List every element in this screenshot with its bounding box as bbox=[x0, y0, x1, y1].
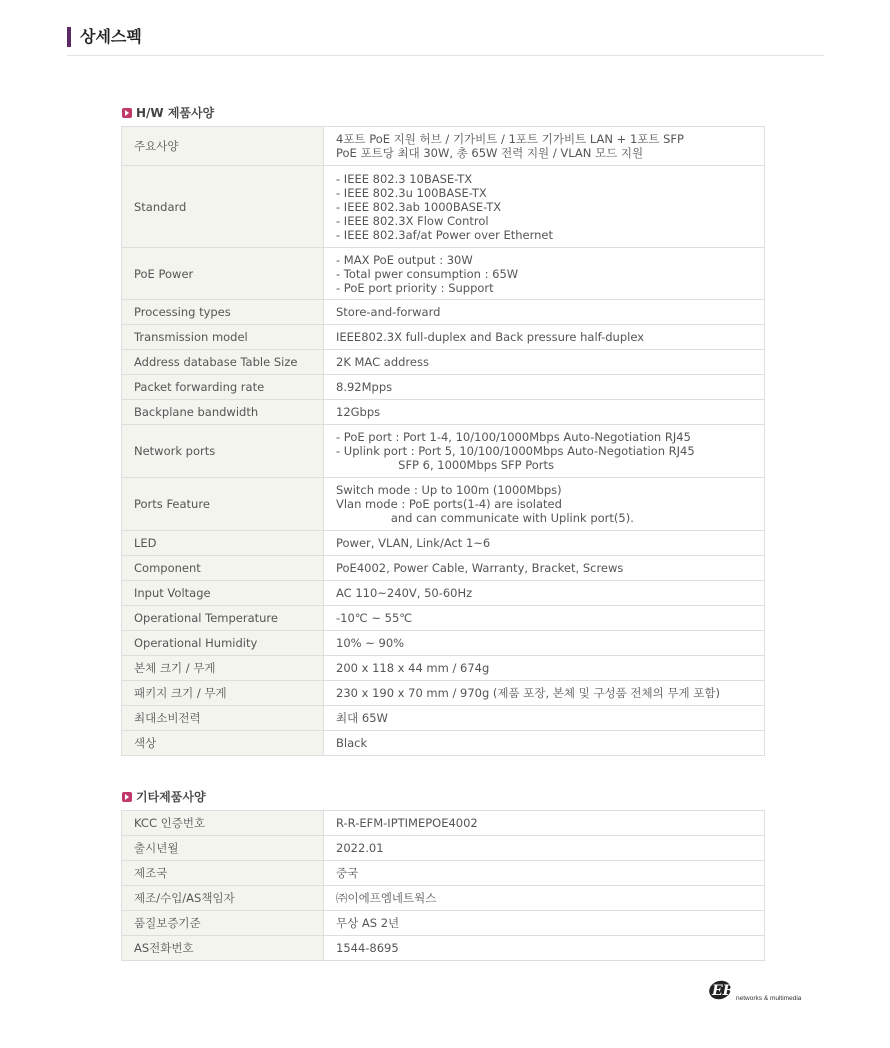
hw-spec-value bbox=[324, 531, 765, 556]
hw-spec-value-line: Switch mode : Up to 100m (1000Mbps) bbox=[336, 483, 562, 497]
etc-spec-heading-text: 기타제품사양 bbox=[136, 790, 206, 804]
etc-spec-row bbox=[122, 886, 765, 911]
hw-spec-label: Operational Humidity bbox=[122, 631, 324, 656]
hw-spec-value-line: Store-and-forward bbox=[336, 305, 441, 319]
hw-spec-row bbox=[122, 631, 765, 656]
page-title: 상세스펙 bbox=[67, 27, 142, 47]
hw-spec-value-line: IEEE802.3X full-duplex and Back pressure half-duplex bbox=[336, 330, 644, 344]
hw-spec-value-line: 8.92Mpps bbox=[336, 380, 393, 394]
hw-spec-value bbox=[324, 425, 765, 478]
hw-spec-table bbox=[121, 126, 765, 756]
hw-spec-row bbox=[122, 400, 765, 425]
title-divider bbox=[67, 55, 824, 56]
hw-spec-label: Processing types bbox=[122, 300, 324, 325]
etc-spec-label: 제조/수입/AS책임자 bbox=[122, 886, 324, 911]
hw-spec-value bbox=[324, 350, 765, 375]
etc-spec-value-line: R-R-EFM-IPTIMEPOE4002 bbox=[336, 816, 478, 830]
hw-spec-value-line: -10℃ ~ 55℃ bbox=[336, 611, 413, 625]
etc-spec-value-line: 무상 AS 2년 bbox=[336, 916, 400, 930]
hw-spec-row bbox=[122, 127, 765, 166]
hw-spec-value-line: - IEEE 802.3af/at Power over Ethernet bbox=[336, 227, 554, 242]
etc-spec-value-line: 중국 bbox=[336, 866, 359, 880]
hw-spec-label: 본체 크기 / 무게 bbox=[122, 656, 324, 681]
etc-spec-label: AS전화번호 bbox=[122, 936, 324, 961]
hw-spec-value-line: PoE4002, Power Cable, Warranty, Bracket, Screws bbox=[336, 561, 624, 575]
hw-spec-value-line: - Total pwer consumption : 65W bbox=[336, 266, 519, 281]
etc-spec-row bbox=[122, 936, 765, 961]
etc-spec-label: KCC 인증번호 bbox=[122, 811, 324, 836]
hw-spec-value bbox=[324, 300, 765, 325]
hw-spec-value-line: - IEEE 802.3ab 1000BASE-TX bbox=[336, 199, 502, 214]
hw-spec-row bbox=[122, 656, 765, 681]
hw-spec-label: Component bbox=[122, 556, 324, 581]
hw-spec-value-line: 200 x 118 x 44 mm / 674g bbox=[336, 661, 490, 675]
hw-spec-row bbox=[122, 531, 765, 556]
hw-spec-value-line: - IEEE 802.3 10BASE-TX bbox=[336, 171, 473, 186]
hw-spec-value-line: - MAX PoE output : 30W bbox=[336, 252, 473, 267]
hw-spec-row bbox=[122, 478, 765, 531]
hw-spec-value-line: PoE 포트당 최대 30W, 총 65W 전력 지원 / VLAN 모드 지원 bbox=[336, 146, 644, 160]
etc-spec-heading bbox=[122, 790, 206, 804]
hw-spec-value-line: 12Gbps bbox=[336, 405, 381, 419]
hw-spec-row bbox=[122, 606, 765, 631]
hw-spec-label: Backplane bandwidth bbox=[122, 400, 324, 425]
hw-spec-row bbox=[122, 375, 765, 400]
etc-spec-value bbox=[324, 811, 765, 836]
hw-spec-label: Transmission model bbox=[122, 325, 324, 350]
hw-spec-value-line: - IEEE 802.3u 100BASE-TX bbox=[336, 185, 487, 200]
bullet-play-icon bbox=[122, 108, 132, 118]
hw-spec-value-line: and can communicate with Uplink port(5). bbox=[336, 511, 634, 525]
hw-spec-row bbox=[122, 350, 765, 375]
hw-spec-label: 색상 bbox=[122, 731, 324, 756]
hw-spec-value-line: 230 x 190 x 70 mm / 970g (제품 포장, 본체 및 구성품 전체의 무게 포함) bbox=[336, 686, 720, 700]
hw-spec-label: Standard bbox=[122, 166, 324, 248]
etc-spec-label: 품질보증기준 bbox=[122, 911, 324, 936]
hw-spec-row bbox=[122, 166, 765, 248]
logo-text: EFM bbox=[712, 983, 749, 999]
hw-spec-value-line: - PoE port : Port 1-4, 10/100/1000Mbps Auto-Negotiation RJ45 bbox=[336, 430, 691, 444]
hw-spec-value bbox=[324, 606, 765, 631]
hw-spec-label: Input Voltage bbox=[122, 581, 324, 606]
etc-spec-value bbox=[324, 836, 765, 861]
etc-spec-row bbox=[122, 861, 765, 886]
hw-spec-value bbox=[324, 248, 765, 300]
hw-spec-label: Address database Table Size bbox=[122, 350, 324, 375]
hw-spec-row bbox=[122, 706, 765, 731]
hw-spec-label: 주요사양 bbox=[122, 127, 324, 166]
hw-spec-row bbox=[122, 248, 765, 300]
hw-spec-value-line: Black bbox=[336, 736, 368, 750]
hw-spec-row bbox=[122, 425, 765, 478]
hw-spec-value bbox=[324, 681, 765, 706]
hw-spec-value-line: - Uplink port : Port 5, 10/100/1000Mbps Auto-Negotiation RJ45 bbox=[336, 444, 695, 458]
etc-spec-table bbox=[121, 810, 765, 961]
hw-spec-value bbox=[324, 375, 765, 400]
hw-spec-value-line: 2K MAC address bbox=[336, 355, 429, 369]
hw-spec-heading-text: H/W 제품사양 bbox=[136, 106, 215, 120]
etc-spec-row bbox=[122, 911, 765, 936]
etc-spec-value bbox=[324, 936, 765, 961]
hw-spec-value bbox=[324, 631, 765, 656]
hw-spec-value-line: SFP 6, 1000Mbps SFP Ports bbox=[336, 458, 555, 472]
etc-spec-value bbox=[324, 861, 765, 886]
etc-spec-value-line: 1544-8695 bbox=[336, 941, 399, 955]
hw-spec-value bbox=[324, 478, 765, 531]
etc-spec-value bbox=[324, 911, 765, 936]
hw-spec-row bbox=[122, 556, 765, 581]
hw-spec-value bbox=[324, 706, 765, 731]
etc-spec-value bbox=[324, 886, 765, 911]
hw-spec-row bbox=[122, 300, 765, 325]
efm-logo bbox=[708, 976, 818, 1004]
hw-spec-value bbox=[324, 127, 765, 166]
hw-spec-value bbox=[324, 325, 765, 350]
hw-spec-label: Packet forwarding rate bbox=[122, 375, 324, 400]
hw-spec-row bbox=[122, 325, 765, 350]
hw-spec-label: Operational Temperature bbox=[122, 606, 324, 631]
hw-spec-value-line: 4포트 PoE 지원 허브 / 기가비트 / 1포트 기가비트 LAN + 1포트 SFP bbox=[336, 132, 684, 146]
hw-spec-row bbox=[122, 731, 765, 756]
hw-spec-value bbox=[324, 656, 765, 681]
hw-spec-value-line: 10% ~ 90% bbox=[336, 636, 405, 650]
hw-spec-row bbox=[122, 581, 765, 606]
hw-spec-value bbox=[324, 556, 765, 581]
hw-spec-value bbox=[324, 731, 765, 756]
hw-spec-value-line: AC 110~240V, 50-60Hz bbox=[336, 586, 473, 600]
etc-spec-row bbox=[122, 811, 765, 836]
hw-spec-label: PoE Power bbox=[122, 248, 324, 300]
hw-spec-value bbox=[324, 581, 765, 606]
hw-spec-value-line: Vlan mode : PoE ports(1-4) are isolated bbox=[336, 497, 562, 511]
logo-tagline: networks & multimedia bbox=[736, 995, 802, 1002]
hw-spec-value-line: 최대 65W bbox=[336, 711, 388, 725]
etc-spec-label: 출시년월 bbox=[122, 836, 324, 861]
hw-spec-label: 최대소비전력 bbox=[122, 706, 324, 731]
hw-spec-value-line: - IEEE 802.3X Flow Control bbox=[336, 213, 489, 228]
hw-spec-value bbox=[324, 166, 765, 248]
hw-spec-label: Ports Feature bbox=[122, 478, 324, 531]
hw-spec-value bbox=[324, 400, 765, 425]
etc-spec-label: 제조국 bbox=[122, 861, 324, 886]
hw-spec-row bbox=[122, 681, 765, 706]
hw-spec-label: 패키지 크기 / 무게 bbox=[122, 681, 324, 706]
etc-spec-value-line: ㈜이에프엠네트웍스 bbox=[336, 891, 437, 905]
hw-spec-value-line: Power, VLAN, Link/Act 1~6 bbox=[336, 536, 491, 550]
hw-spec-heading bbox=[122, 106, 214, 120]
etc-spec-value-line: 2022.01 bbox=[336, 841, 384, 855]
etc-spec-row bbox=[122, 836, 765, 861]
hw-spec-label: LED bbox=[122, 531, 324, 556]
hw-spec-value-line: - PoE port priority : Support bbox=[336, 280, 494, 295]
bullet-play-icon bbox=[122, 792, 132, 802]
hw-spec-label: Network ports bbox=[122, 425, 324, 478]
